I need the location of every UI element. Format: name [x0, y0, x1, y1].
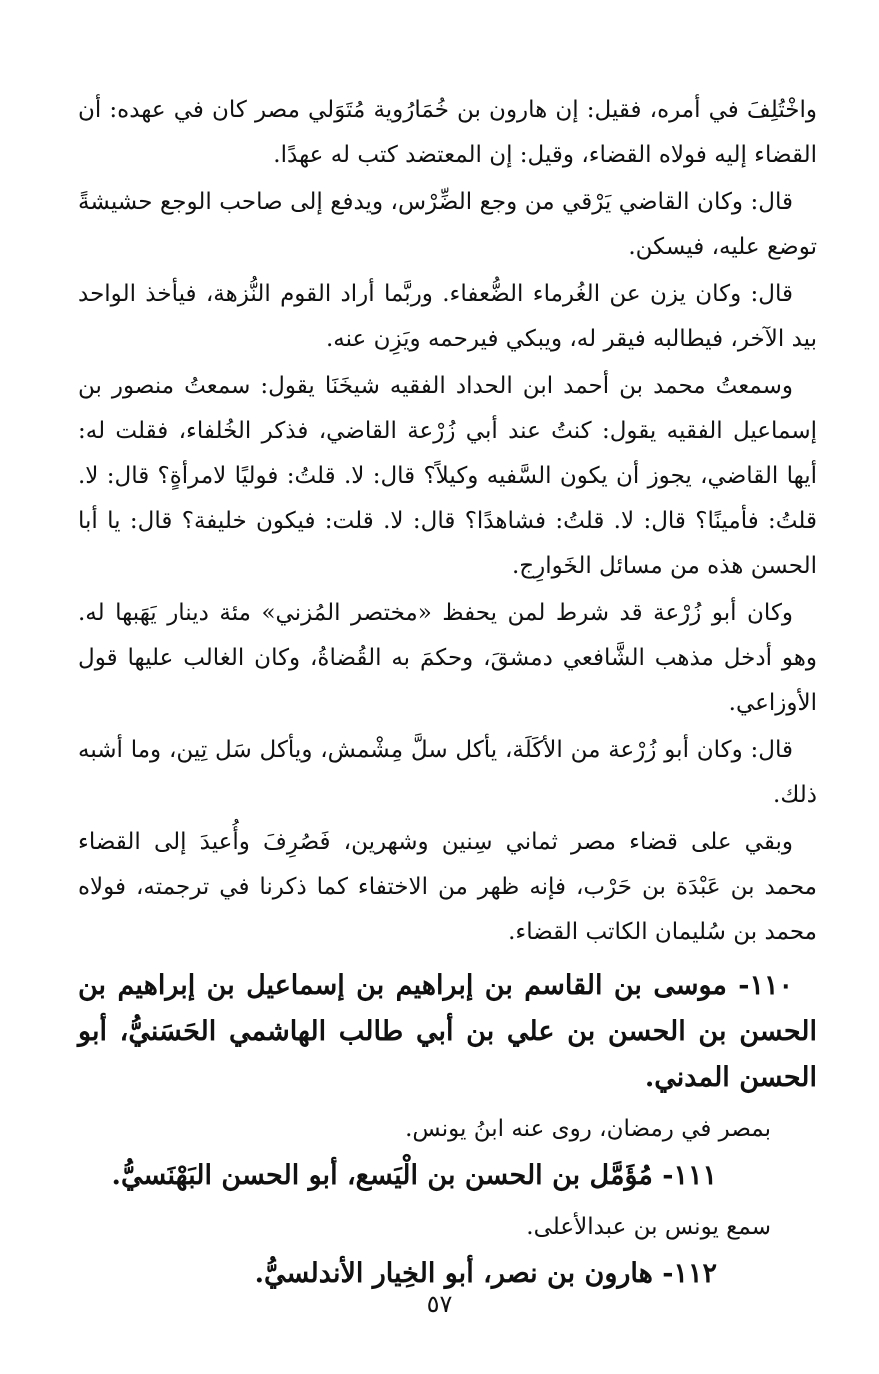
paragraph: قال: وكان يزن عن الغُرماء الضُّعفاء. وربَّما أراد القوم النُّزهة، فيأخذ الواحد بيد الآخر، فيطالبه فيقر له، ويبكي فيرحمه ويَزِن عنه. [78, 281, 817, 352]
main-text [78, 88, 817, 1297]
paragraph: قال: وكان أبو زُرْعة من الأكَلَة، يأكل سلَّ مِشْمش، ويأكل سَل تِين، وما أشبه ذلك. [78, 737, 817, 808]
paragraph: واخْتُلِفَ في أمره، فقيل: إن هارون بن خُمَارُوية مُتَوَلي مصر كان في عهده: أن القضاء إليه فولاه القضاء، وقيل: إن المعتضد كتب له عهدًا. [78, 97, 817, 168]
entry-heading: ١١٢- هارون بن نصر، أبو الخِيار الأندلسيُّ. [254, 1258, 717, 1289]
paragraph: قال: وكان القاضي يَرْقي من وجع الضِّرْس، ويدفع إلى صاحب الوجع حشيشةً توضع عليه، فيسكن. [78, 189, 817, 260]
entry-body: سمع يونس بن عبدالأعلى. [526, 1214, 771, 1240]
paragraph: وسمعتُ محمد بن أحمد ابن الحداد الفقيه شيخَنَا يقول: سمعتُ منصور بن إسماعيل الفقيه يقول: كنتُ عند أبي زُرْعة القاضي، فذكر الخُلفاء، فقلت له: أيها القاضي، يجوز أن يكون السَّفيه وكيلاً؟ قال: لا. قلتُ: فوليًا لامرأةٍ؟ قال: لا. قلتُ: فأمينًا؟ قال: لا. قلتُ: فشاهدًا؟ قال: لا. قلت: فيكون خليفة؟ قال: يا أبا الحسن هذه من مسائل الخَوارِج. [78, 373, 817, 579]
entry-body: بمصر في رمضان، روى عنه ابنُ يونس. [405, 1116, 771, 1142]
entry-heading: ١١٠- موسى بن القاسم بن إبراهيم بن إسماعيل بن إبراهيم بن الحسن بن الحسن بن علي بن أبي طالب الهاشمي الحَسَنيُّ، أبو الحسن المدني. [78, 970, 817, 1093]
entry-heading: ١١١- مُؤَمَّل بن الحسن بن الْيَسع، أبو الحسن البَهْنَسيُّ. [111, 1160, 717, 1191]
paragraph: وبقي على قضاء مصر ثماني سِنين وشهرين، فَصُرِفَ وأُعيدَ إلى القضاء محمد بن عَبْدَة بن حَرْب، فإنه ظهر من الاختفاء كما ذكرنا في ترجمته، فولاه محمد بن سُليمان الكاتب القضاء. [78, 829, 817, 945]
paragraph: وكان أبو زُرْعة قد شرط لمن يحفظ «مختصر المُزني» مئة دينار يَهَبها له. وهو أدخل مذهب الشَّافعي دمشقَ، وحكمَ به القُضاةُ، وكان الغالب عليها قول الأوزاعي. [78, 600, 817, 716]
page-number: ٥٧ [426, 1290, 453, 1318]
